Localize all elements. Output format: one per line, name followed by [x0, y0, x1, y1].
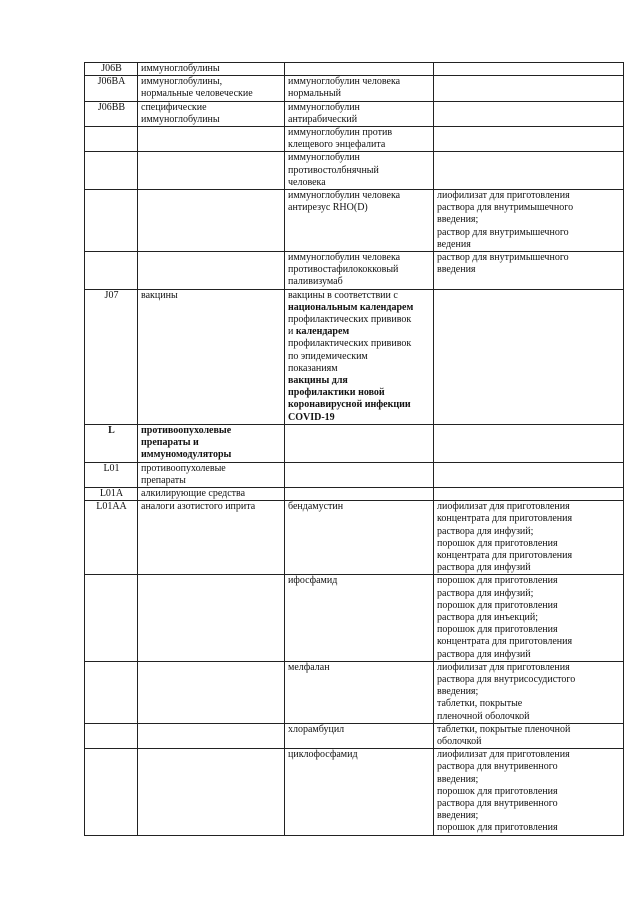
substance-cell: хлорамбуцил	[285, 723, 434, 748]
group-cell	[138, 749, 285, 835]
substance-cell: иммуноглобулин противостолбнячный человека	[285, 152, 434, 190]
group-cell	[138, 127, 285, 152]
form-cell	[434, 76, 624, 101]
vaccine-bold-covid: вакцины для профилактики новой коронавирусной инфекции COVID-19	[288, 375, 411, 423]
form-cell	[434, 487, 624, 500]
form-cell: порошок для приготовления раствора для инфузий; порошок для приготовления раствора для инъекций; порошок для приготовления концентрата для приготовления раствора для инфузий	[434, 575, 624, 661]
group-cell: алкилирующие средства	[138, 487, 285, 500]
form-cell	[434, 462, 624, 487]
substance-cell: циклофосфамид	[285, 749, 434, 835]
form-cell: лиофилизат для приготовления раствора для внутримышечного введения; раствор для внутримышечного ведения	[434, 190, 624, 252]
vaccine-bold-national-calendar: национальным календарем	[288, 301, 414, 313]
atc-code-cell: L	[85, 424, 138, 462]
form-cell	[434, 101, 624, 126]
table-row	[85, 501, 624, 575]
table-row	[85, 63, 624, 76]
group-cell: вакцины	[138, 289, 285, 424]
atc-code-cell: L01A	[85, 487, 138, 500]
group-cell	[138, 661, 285, 723]
substance-cell	[285, 424, 434, 462]
form-cell: раствор для внутримышечного введения	[434, 252, 624, 290]
group-cell	[138, 252, 285, 290]
atc-code-cell	[85, 661, 138, 723]
substance-cell: иммуноглобулин человека антирезус RHO(D)	[285, 190, 434, 252]
vaccine-bold-calendar: календарем	[295, 326, 350, 338]
table-row	[85, 152, 624, 190]
substance-cell: иммуноглобулин человека нормальный	[285, 76, 434, 101]
group-cell	[138, 190, 285, 252]
substance-cell	[285, 63, 434, 76]
group-cell: противоопухолевые препараты	[138, 462, 285, 487]
atc-code-cell: L01AA	[85, 501, 138, 575]
atc-code-cell	[85, 723, 138, 748]
form-cell	[434, 152, 624, 190]
substance-cell: бендамустин	[285, 501, 434, 575]
atc-code-cell: J06B	[85, 63, 138, 76]
group-cell: аналоги азотистого иприта	[138, 501, 285, 575]
form-cell	[434, 289, 624, 424]
form-cell	[434, 424, 624, 462]
form-cell	[434, 63, 624, 76]
substance-cell: ифосфамид	[285, 575, 434, 661]
form-cell: лиофилизат для приготовления раствора для внутривенного введения; порошок для приготовления раствора для внутривенного введения; порошок для приготовления	[434, 749, 624, 835]
atc-code-cell	[85, 127, 138, 152]
group-cell: специфические иммуноглобулины	[138, 101, 285, 126]
table-row	[85, 487, 624, 500]
form-cell	[434, 127, 624, 152]
vaccine-text: вакцины в соответствии с	[288, 289, 398, 301]
table-row	[85, 661, 624, 723]
table-row	[85, 127, 624, 152]
substance-cell	[285, 487, 434, 500]
vaccine-text: профилактических прививок и	[288, 314, 412, 338]
table-row	[85, 424, 624, 462]
table-row	[85, 101, 624, 126]
substance-cell-vaccines	[285, 289, 434, 424]
atc-code-cell: J06BB	[85, 101, 138, 126]
atc-code-cell: J07	[85, 289, 138, 424]
atc-code-cell	[85, 575, 138, 661]
group-cell	[138, 152, 285, 190]
group-cell: иммуноглобулины, нормальные человеческие	[138, 76, 285, 101]
table-row	[85, 575, 624, 661]
form-cell: лиофилизат для приготовления раствора для внутрисосудистого введения; таблетки, покрытые пленочной оболочкой	[434, 661, 624, 723]
table-row	[85, 723, 624, 748]
form-cell: лиофилизат для приготовления концентрата для приготовления раствора для инфузий; порошок для приготовления концентрата для приготовления раствора для инфузий	[434, 501, 624, 575]
drug-register-table	[84, 62, 624, 836]
group-cell: иммуноглобулины	[138, 63, 285, 76]
atc-code-cell	[85, 252, 138, 290]
substance-cell: иммуноглобулин человека противостафилококковый паливизумаб	[285, 252, 434, 290]
substance-cell: иммуноглобулин антирабический	[285, 101, 434, 126]
atc-code-cell	[85, 749, 138, 835]
vaccine-text: профилактических прививок по эпидемическим показаниям	[288, 338, 412, 374]
form-cell: таблетки, покрытые пленочной оболочкой	[434, 723, 624, 748]
table-row	[85, 462, 624, 487]
table-row	[85, 76, 624, 101]
table-row	[85, 252, 624, 290]
table-row	[85, 190, 624, 252]
substance-cell	[285, 462, 434, 487]
substance-cell: мелфалан	[285, 661, 434, 723]
substance-cell: иммуноглобулин против клещевого энцефалита	[285, 127, 434, 152]
group-cell	[138, 723, 285, 748]
atc-code-cell	[85, 152, 138, 190]
atc-code-cell: J06BA	[85, 76, 138, 101]
atc-code-cell: L01	[85, 462, 138, 487]
group-cell: противоопухолевые препараты и иммуномодуляторы	[138, 424, 285, 462]
atc-code-cell	[85, 190, 138, 252]
table-row	[85, 749, 624, 835]
table-row	[85, 289, 624, 424]
group-cell	[138, 575, 285, 661]
